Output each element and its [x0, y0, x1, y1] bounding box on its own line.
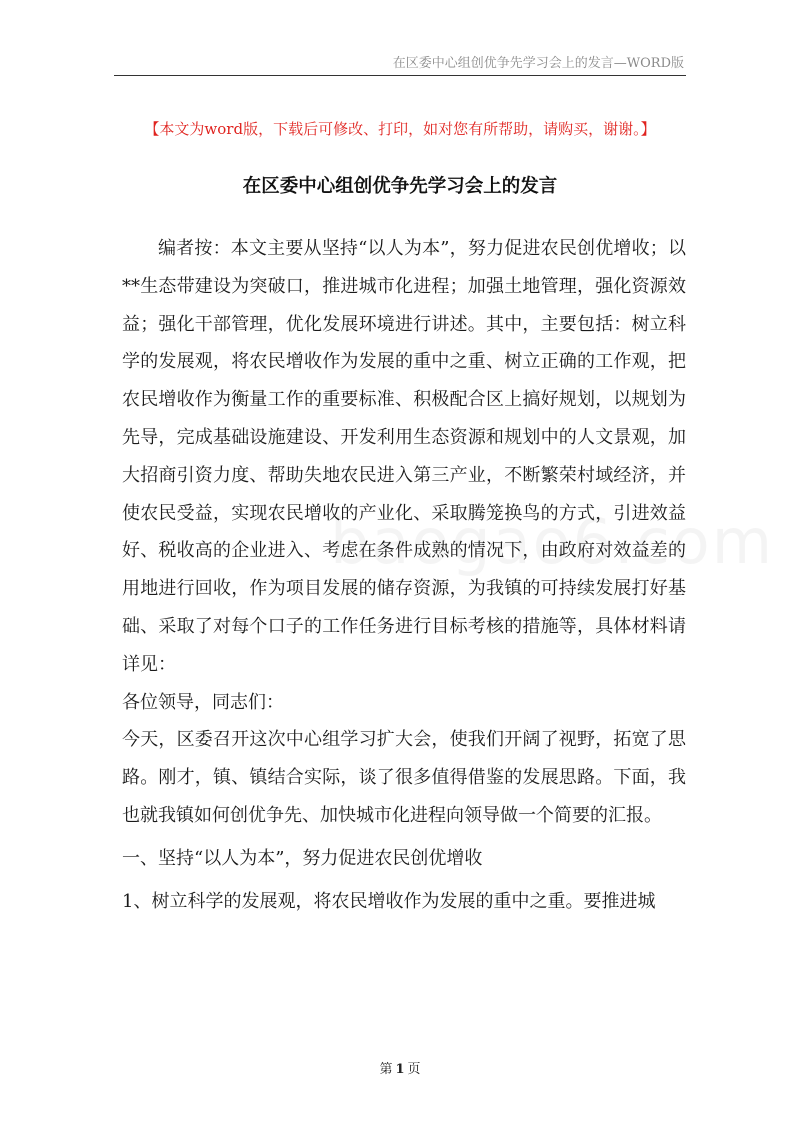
section-heading: 一、坚持“以人为本”，努力促进农民创优增收 — [122, 847, 483, 869]
page-footer — [0, 1058, 800, 1077]
editor-note-paragraph: 编者按：本文主要从坚持“以人为本”，努力促进农民创优增收；以**生态带建设为突破口，推进城市化进程；加强土地管理，强化资源效益；强化干部管理，优化发展环境进行讲述。其中，主要包括：树立科学的发展观，将农民增收作为发展的重中之重、树立正确的工作观，把农民增收作为衡量工作的重要标准、积极配合区上搞好规划，以规划为先导，完成基础设施建设、开发利用生态资源和规划中的人文景观，加大招商引资力度、帮助失地农民进入第三产业，不断繁荣村域经济，并使农民受益，实现农民增收的产业化、采取腾笼换鸟的方式，引进效益好、税收高的企业进入、考虑在条件成熟的情况下，由政府对效益差的用地进行回收，作为项目发展的储存资源，为我镇的可持续发展打好基础、采取了对每个口子的工作任务进行目标考核的措施等，具体材料请详见： — [122, 238, 686, 675]
footer-prefix: 第 — [379, 1062, 393, 1077]
salutation-paragraph: 各位领导，同志们： — [122, 691, 284, 713]
intro-paragraph: 今天，区委召开这次中心组学习扩大会，使我们开阔了视野，拓宽了思路。刚才，镇、镇结合实际，谈了很多值得借鉴的发展思路。下面，我也就我镇如何创优争先、加快城市化进程向领导做一个简要的汇报。 — [122, 729, 686, 826]
purchase-notice: 【本文为word版，下载后可修改、打印，如对您有所帮助，请购买，谢谢。】 — [144, 120, 656, 138]
document-title: 在区委中心组创优争先学习会上的发言 — [242, 176, 558, 197]
footer-suffix: 页 — [407, 1062, 421, 1077]
list-item-paragraph: 1、树立科学的发展观，将农民增收作为发展的重中之重。要推进城 — [122, 890, 656, 912]
page-number: 1 — [395, 1062, 405, 1077]
document-body — [122, 230, 686, 920]
header-divider — [114, 75, 686, 76]
running-header: 在区委中心组创优争先学习会上的发言—WORD版 — [392, 56, 684, 71]
